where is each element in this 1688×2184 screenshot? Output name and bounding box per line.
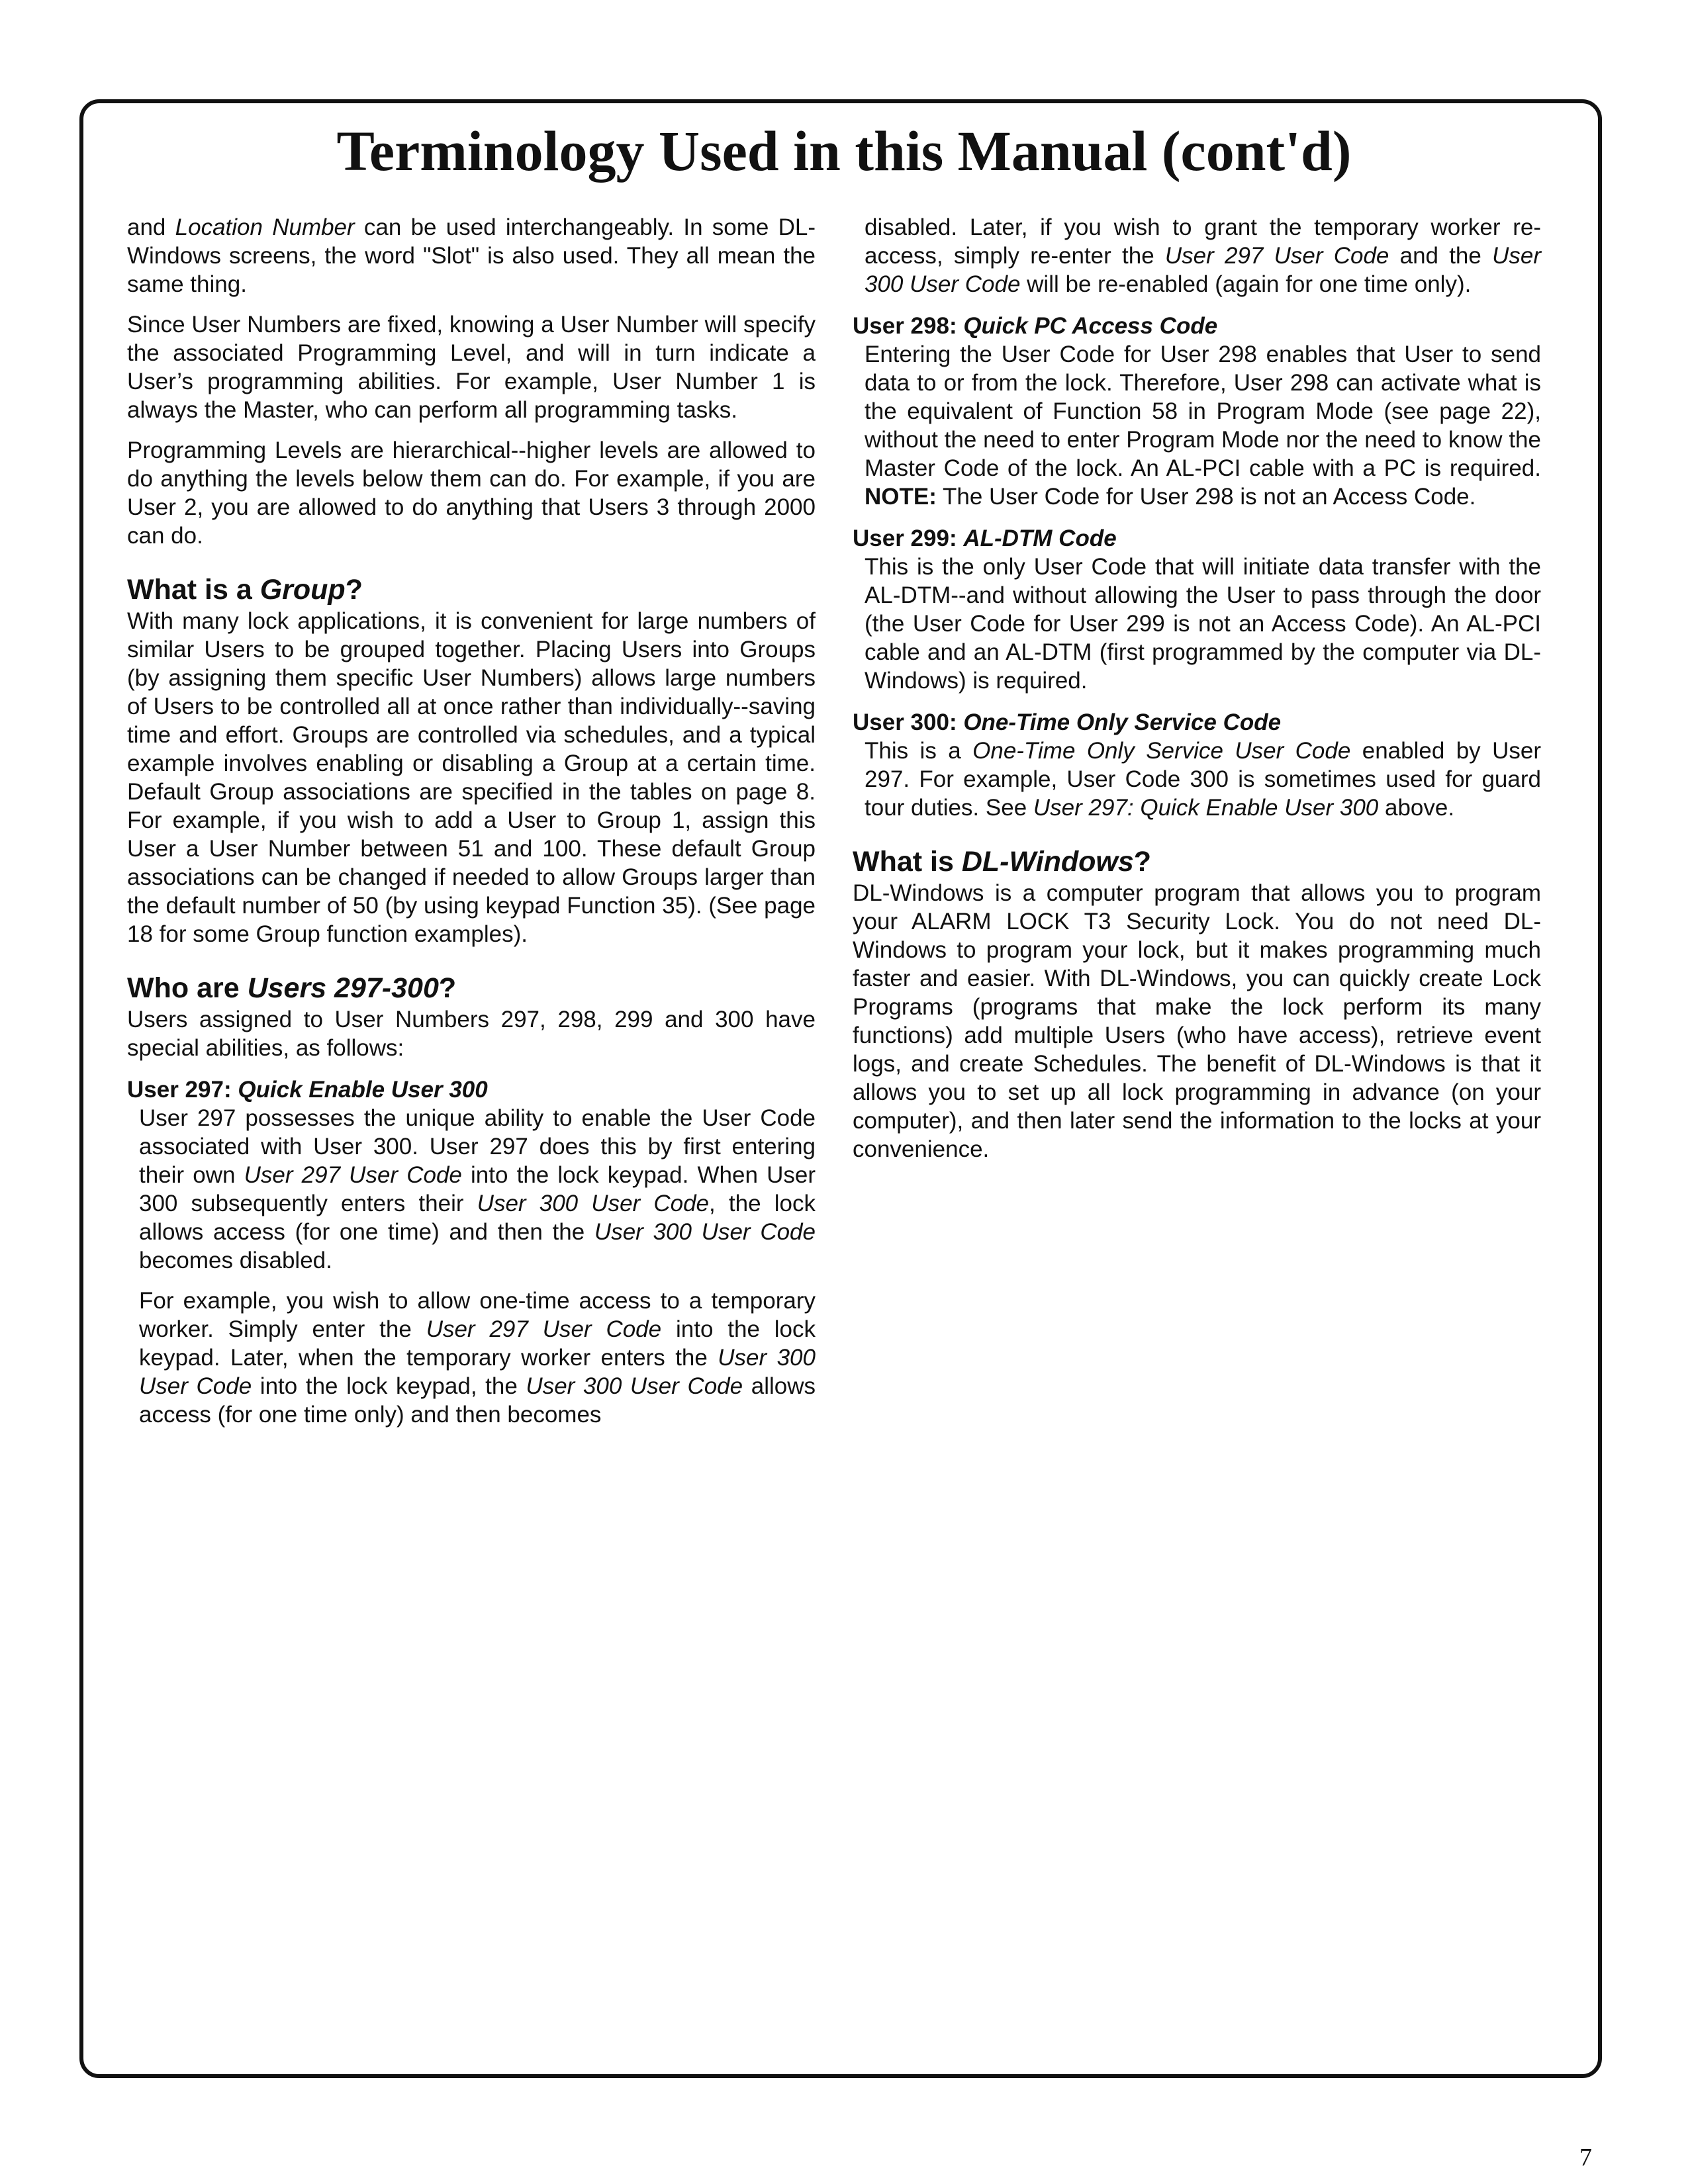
user-300-paragraph: This is a One-Time Only Service User Code enabled by User 297. For example, User Code 300 is sometimes used for guard tour duties. See User 297: Quick Enable User 300 above. (865, 738, 1541, 821)
dl-windows-paragraph: DL-Windows is a computer program that allows you to program your ALARM LOCK T3 Security Lock. You do not need DL-Windows to program your lock, but it makes programming much faster and easier. With DL-Windows, you can quickly create Lock Programs (programs that make the lock perform its many functions) add multiple Users (who have access), retrieve event logs, and create Schedules. The benefit of DL-Windows is that it allows you to set up all lock programming in advance (on your computer), and then later send the information to the locks at your convenience. (853, 880, 1541, 1162)
page-number: 7 (1579, 2144, 1592, 2171)
group-paragraph: With many lock applications, it is convenient for large numbers of similar Users to be grouped together. Placing Users into Groups (by assigning them specific User Numbers) allows large numbers of Users to be controlled all at once rather than individually--saving time and effort. Groups are controlled via schedules, and a typical example involves enabling or disabling a Group at a certain time. Default Group associations are specified in the tables on page 8. For example, if you wish to add a User to Group 1, assign this User a User Number between 51 and 100. These default Group associations can be changed if needed to allow Groups larger than the default number of 50 (by using keypad Function 35). (See page 18 for some Group function examples). (127, 608, 816, 947)
user-297-paragraph: User 297 possesses the unique ability to enable the User Code associated with User 300. User 297 does this by first entering their own User 297 User Code into the lock keypad. When User 300 subsequently enters their User 300 User Code, the lock allows access (for one time) and then the User 300 User Code becomes disabled. (139, 1105, 816, 1273)
user-300-heading: User 300: One-Time Only Service Code (853, 709, 1282, 735)
user-numbers-paragraph: Since User Numbers are fixed, knowing a User Number will specify the associated Programming Level, and will in turn indicate a User’s programming abilities. For example, User Number 1 is always the Master, who can perform all programming tasks. (127, 312, 816, 423)
group-heading: What is a Group? (127, 574, 363, 606)
user-299-paragraph: This is the only User Code that will initiate data transfer with the AL-DTM--and without allowing the User to pass through the door (the User Code for User 299 is not an Access Code). An AL-PCI cable and an AL-DTM (first programmed by the computer via DL-Windows) is required. (865, 554, 1541, 694)
users-297-300-paragraph: Users assigned to User Numbers 297, 298, 299 and 300 have special abilities, as follows: (127, 1007, 816, 1061)
user-299-heading: User 299: AL-DTM Code (853, 525, 1117, 551)
user-298-paragraph: Entering the User Code for User 298 enables that User to send data to or from the lock. Therefore, User 298 can activate what is the equivalent of Function 58 in Program Mode (see page 22), without the need to enter Program Mode nor the need to know the Master Code of the lock. An AL-PCI cable with a PC is required. NOTE: The User Code for User 298 is not an Access Code. (865, 341, 1541, 510)
user-297-example-paragraph: For example, you wish to allow one-time access to a temporary worker. Simply enter the User 297 User Code into the lock keypad. Later, when the temporary worker enters the User 300 User Code into the lock keypad, the User 300 User Code allows access (for one time only) and then becomes (139, 1288, 816, 1428)
page-title: Terminology Used in this Manual (cont'd) (336, 119, 1352, 183)
programming-levels-paragraph: Programming Levels are hierarchical--higher levels are allowed to do anything the levels below them can do. For example, if you are User 2, you are allowed to do anything that Users 3 through 2000 can do. (127, 437, 816, 549)
user-298-heading: User 298: Quick PC Access Code (853, 313, 1218, 339)
users-297-300-heading: Who are Users 297-300? (127, 972, 457, 1004)
intro-paragraph-location-number: and Location Number can be used interchangeably. In some DL-Windows screens, the word "Slot" is also used. They all mean the same thing. (127, 214, 816, 297)
user-297-heading: User 297: Quick Enable User 300 (127, 1077, 488, 1103)
user-297-continuation-paragraph: disabled. Later, if you wish to grant the temporary worker re-access, simply re-enter the User 297 User Code and the User 300 User Code will be re-enabled (again for one time only). (865, 214, 1541, 297)
left-column (127, 213, 816, 1441)
dl-windows-heading: What is DL-Windows? (853, 846, 1152, 878)
right-column (853, 213, 1541, 1175)
